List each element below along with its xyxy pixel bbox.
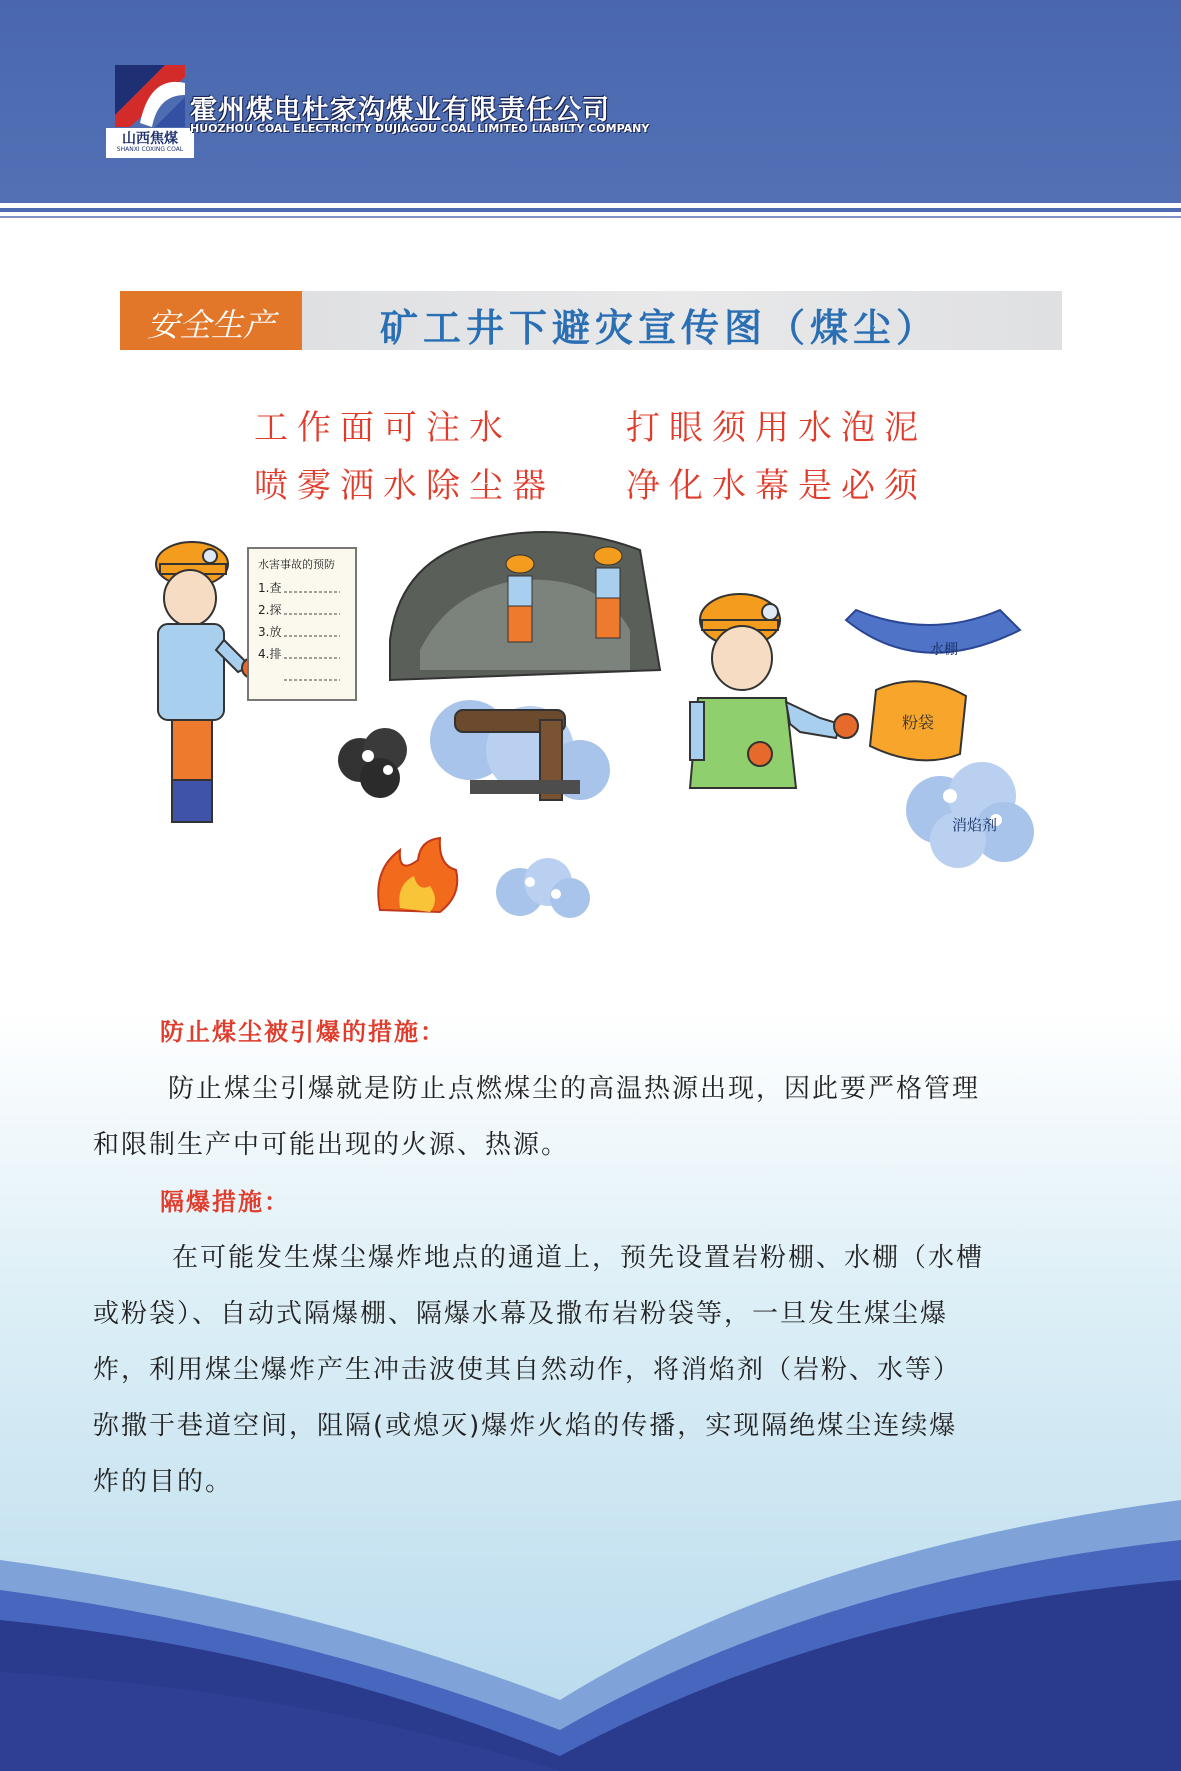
section1-line-2: 和限制生产中可能出现的火源、热源。 [93,1130,570,1160]
miner-presenting-figure [156,542,262,822]
section2-line-1: 在可能发生煤尘爆炸地点的通道上，预先设置岩粉棚、水棚（水槽 [172,1243,985,1273]
header-divider-thin [0,216,1181,218]
slogan-line1-right: 打眼须用水泡泥 [626,408,927,448]
flame-extinguisher-cloud-icon [906,762,1034,868]
water-shed-icon [846,610,1020,658]
water-shed-label: 水棚 [930,642,958,658]
logo-caption-en: SHANXI COXING COAL [116,146,184,153]
gas-cloud-icon [496,858,590,918]
section2-line-3: 炸，利用煤尘爆炸产生冲击波使其自然动作，将消焰剂（岩粉、水等） [93,1355,962,1385]
extinguisher-label: 消焰剂 [952,816,998,834]
section2-heading: 隔爆措施： [160,1188,290,1216]
section1-line-1: 防止煤尘引爆就是防止点燃煤尘的高温热源出现，因此要严格管理 [168,1074,981,1104]
company-name-cn: 霍州煤电杜家沟煤业有限责任公司 [190,95,610,126]
checklist-item-2: 2.探 [258,603,282,617]
checklist-item-1: 1.查 [258,581,282,595]
checklist-sheet [248,548,356,700]
illustration-scene [0,520,1181,940]
bottom-decoration [0,1440,1181,1771]
header-divider [0,208,1181,212]
checklist-title: 水害事故的预防 [258,558,335,571]
company-name-en: HUOZHOU COAL ELECTRICITY DUJIAGOU COAL LIMITEO LIABILTY COMPANY [190,122,650,135]
page-title: 矿工井下避灾宣传图（煤尘） [380,306,940,350]
section2-line-5: 炸的目的。 [93,1467,234,1497]
powder-bag-label: 粉袋 [902,713,935,732]
collapsed-timber-support [430,700,610,800]
slogan-line1-left: 工作面可注水 [254,408,512,448]
fire-flame-icon [378,838,457,912]
checklist-item-3: 3.放 [258,625,282,639]
coal-dust-cloud-dark [338,728,407,798]
tunnel-escape-scene [390,532,660,680]
section2-line-4: 弥撒于巷道空间，阻隔(或熄灭)爆炸火焰的传播，实现隔绝煤尘连续爆 [93,1411,958,1441]
checklist-item-4: 4.排 [258,647,282,661]
miner-explaining-figure [690,594,858,788]
title-tag: 安全生产 [146,306,275,344]
powder-bag-icon [870,681,966,760]
logo-caption-cn: 山西焦煤 [122,131,178,147]
slogan-line2-left: 喷雾洒水除尘器 [254,466,555,506]
section2-line-2: 或粉袋）、自动式隔爆棚、隔爆水幕及撒布岩粉袋等，一旦发生煤尘爆 [93,1299,949,1329]
section1-heading: 防止煤尘被引爆的措施： [160,1018,446,1046]
slogan-line2-right: 净化水幕是必须 [626,466,927,506]
